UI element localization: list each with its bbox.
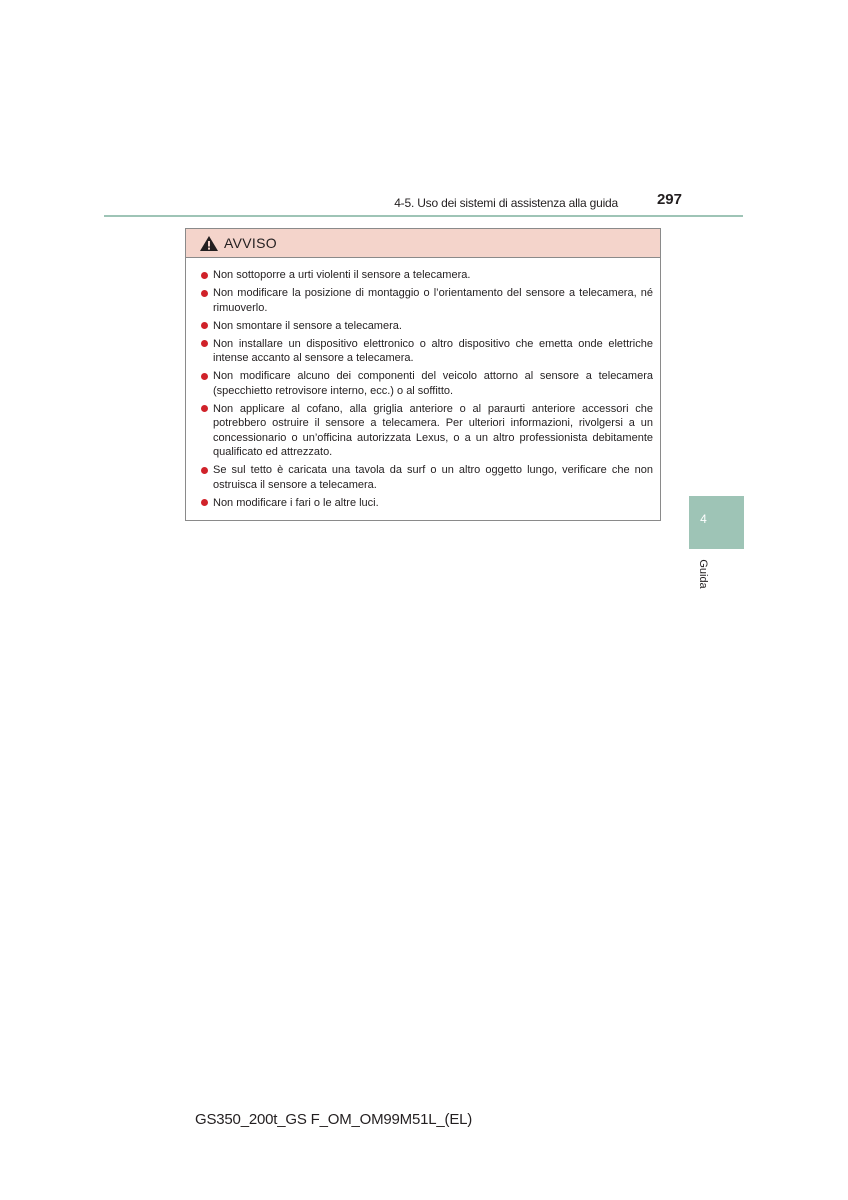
bullet-icon: [201, 340, 208, 347]
list-item-text: Non modificare la posizione di montaggio o l’orientamento del sensore a telecamera, né rimuoverlo.: [213, 287, 653, 314]
page-number: 297: [656, 191, 682, 208]
list-item-text: Non modificare alcuno dei componenti del veicolo attorno al sensore a telecamera (specchietto retrovisore interno, ecc.) o al soffitto.: [213, 370, 653, 397]
section-title: 4-5. Uso dei sistemi di assistenza alla guida: [394, 196, 618, 210]
warning-list: [186, 258, 660, 510]
bullet-icon: [201, 322, 208, 329]
list-item-text: Non sottoporre a urti violenti il sensore a telecamera.: [213, 269, 471, 281]
list-item: [201, 369, 653, 398]
list-item-text: Se sul tetto è caricata una tavola da surf o un altro oggetto lungo, verificare che non ostruisca il sensore a telecamera.: [213, 464, 653, 491]
warning-triangle-icon: [199, 235, 219, 252]
list-item: [201, 496, 653, 511]
list-item: [201, 402, 653, 460]
bullet-icon: [201, 272, 208, 279]
list-item-text: Non modificare i fari o le altre luci.: [213, 496, 379, 509]
bullet-icon: [201, 467, 208, 474]
header-divider: [104, 215, 743, 217]
warning-title: AVVISO: [224, 235, 277, 251]
list-item: [201, 286, 653, 315]
bullet-icon: [201, 290, 208, 297]
list-item-text: Non installare un dispositivo elettronico o altro dispositivo che emetta onde elettriche intense accanto al sensore a telecamera.: [213, 337, 653, 364]
warning-header: [186, 229, 660, 258]
warning-box: [185, 228, 661, 521]
list-item: [201, 463, 653, 492]
list-item: [201, 268, 653, 283]
chapter-label: Guida: [697, 559, 709, 589]
bullet-icon: [201, 373, 208, 380]
footer-code: GS350_200t_GS F_OM_OM99M51L_(EL): [195, 1111, 473, 1128]
chapter-number: 4: [700, 512, 707, 526]
list-item-text: Non applicare al cofano, alla griglia anteriore o al paraurti anteriore accessori che potrebbero ostruire il sensore a telecamera. Per ulteriori informazioni, rivolgersi a un concessionario o un’officina autorizzata Lexus, o a un altro professionista debitamente qualificato ed attrezzato.: [213, 402, 653, 458]
list-item: [201, 319, 653, 334]
list-item: [201, 337, 653, 366]
bullet-icon: [201, 405, 208, 412]
list-item-text: Non smontare il sensore a telecamera.: [213, 319, 402, 332]
bullet-icon: [201, 499, 208, 506]
